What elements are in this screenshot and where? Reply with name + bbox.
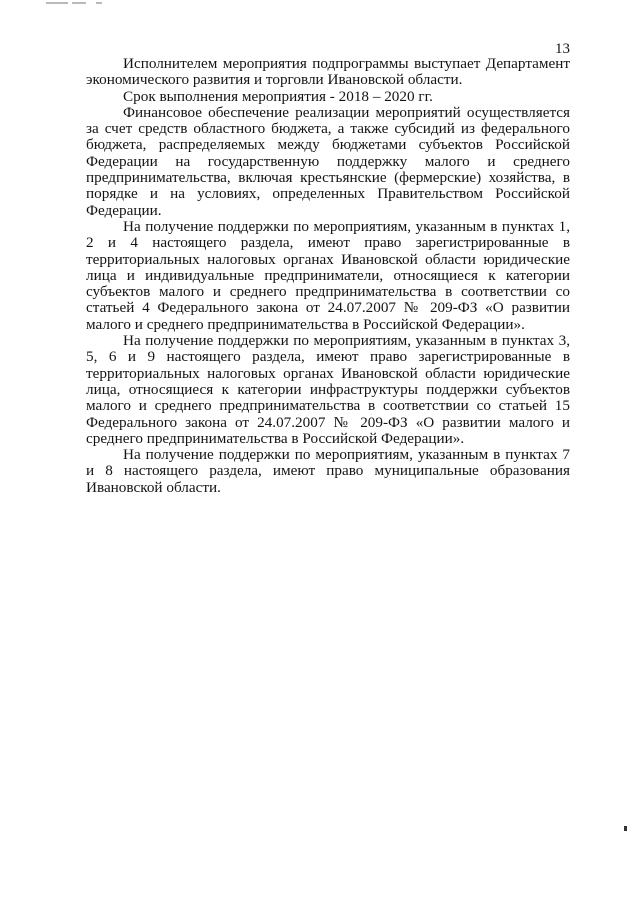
body-text [86, 56, 570, 496]
scan-dash [96, 2, 102, 4]
paragraph-financing: Финансовое обеспечение реализации мероприятий осуществляется за счет средств областного бюджета, а также субсидий из федерального бюджета, распределяемых между бюджетами субъектов Российской Федерации на государственную поддержку малого и среднего предпринимательства, включая крестьянские (фермерские) хозяйства, в порядке и на условиях, определенных Правительством Российской Федерации. [86, 103, 570, 219]
scan-edge-mark [624, 826, 627, 831]
scan-dash [46, 2, 68, 4]
page-number: 13 [555, 41, 570, 57]
paragraph-support-items-7-8: На получение поддержки по мероприятиям, указанным в пунктах 7 и 8 настоящего раздела, имеют право муниципальные образования Ивановской области. [86, 446, 570, 496]
paragraph-support-items-1-2-4: На получение поддержки по мероприятиям, указанным в пунктах 1, 2 и 4 настоящего раздела, имеют право зарегистрированные в территориальных налоговых органах Ивановской области юридические лица и индивидуальные предприниматели, относящиеся к категории субъектов малого и среднего предпринимательства в соответствии со статьей 4 Федерального закона от 24.07.2007 № 209-ФЗ «О развитии малого и среднего предпринимательства в Российской Федерации». [86, 217, 570, 333]
paragraph-executor: Исполнителем мероприятия подпрограммы выступает Департамент экономического развития и торговли Ивановской области. [86, 55, 570, 89]
scan-header-mark [46, 0, 106, 6]
paragraph-support-items-3-5-6-9: На получение поддержки по мероприятиям, указанным в пунктах 3, 5, 6 и 9 настоящего раздела, имеют право зарегистрированные в территориальных налоговых органах Ивановской области юридические лица, относящиеся к категории инфраструктуры поддержки субъектов малого и среднего предпринимательства в соответствии со статьей 15 Федерального закона от 24.07.2007 № 209-ФЗ «О развитии малого и среднего предпринимательства в Российской Федерации». [86, 332, 570, 447]
scan-dash [72, 2, 86, 4]
paragraph-deadline: Срок выполнения мероприятия - 2018 – 2020 гг. [123, 87, 433, 105]
